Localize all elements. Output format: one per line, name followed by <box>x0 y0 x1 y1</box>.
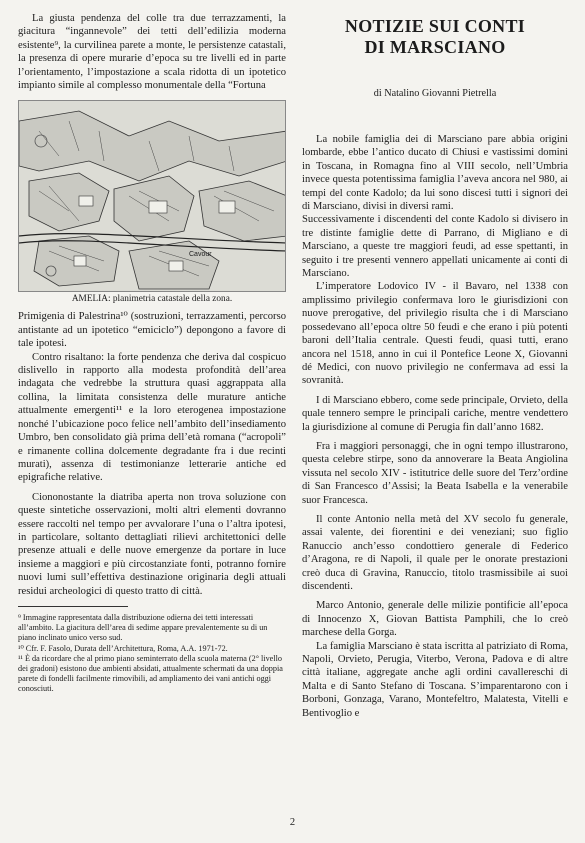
footnote-11: ¹¹ È da ricordare che al primo piano seminterrato della scuola materna (2° livello dei gradoni) esistono due ambienti absidati, attualmente schermati da una doppia parete di fondelli facilmente rimovibili, ad ampliamento dei vani antichi oggi conosciuti. <box>18 653 283 694</box>
cadastral-map <box>19 101 286 291</box>
paragraph: Marco Antonio, generale delle milizie pontificie all’epoca di Innocenzo X, Giovan Battista Pamphili, che lo creò marchese della Gorga. <box>302 600 568 639</box>
footnote-9: ⁹ Immagine rappresentata dalla distribuzione odierna dei tetti interessati all’ambito. La giacitura dell’area di sedime appare prevalentemente su di un piano inclinato unico verso sud. <box>18 612 268 643</box>
paragraph: Il conte Antonio nella metà del XV secolo fu generale, assai valente, dei fiorentini e dei veneziani; suo figlio Ranuccio anch’esso condottiero generale di Federico d’Aragona, re di Napoli, il quale per le onorate prestazioni creò duca di Gravina, Ranuccio, titolo trasmissibile ai suoi discendenti. <box>302 513 568 592</box>
paragraph: La nobile famiglia dei di Marsciano pare abbia origini lombarde, ebbe l’antico ducato di Chiusi e vastissimi domini in Toscana, in Romagna fino al VIII secolo, nell’Umbria invece questa potentissima famiglia l’aveva ancora nel 980, ai tempi del conte Kadolo; da lui sono discesi tutti i signori dei di Marsciano, divisi in diversi rami. <box>302 134 568 213</box>
paragraph: La famiglia Marsciano è stata iscritta al patriziato di Roma, Napoli, Orvieto, Perugia, Viterbo, Verona, Padova e di altre città italiane, aggregate anche agli ordini cavallereschi di Malta e di Santo Stefano di Toscana. S’imparentarono con i Borboni, Gonzaga, Varano, Montefeltro, Malatesta, Vitelli e Bentivoglio e <box>302 640 568 719</box>
footnote-10: ¹⁰ Cfr. F. Fasolo, Durata dell’Architettura, Roma, A.A. 1971-72. <box>18 643 228 653</box>
intro-paragraph: La giusta pendenza del colle tra due terrazzamenti, la giacitura “ingannevole” dei tetti dell’edilizia moderna esistente⁹, la curvilinea parete a monte, le persistenze catastali, la presenza di opere murarie d’epoca su tre livelli ed in parte l’orientamento, l’impostazione a scala ridotta di un ipotetico impianto simile al complesso monumentale della “Fortuna <box>18 13 286 92</box>
title-line-2: DI MARSCIANO <box>364 37 506 57</box>
article-title <box>302 16 568 58</box>
right-column <box>302 12 568 720</box>
paragraph: L’imperatore Lodovico IV - il Bavaro, nel 1338 con amplissimo privilegio confermava loro le giurisdizioni con nuove prerogative, del privilegio risulta che i di Marsciano possedevano all’epoca oltre 50 feudi e che erano i più potenti baroni dell’Italia centrale. Questi feudi, quasi tutti, erano ancora nel 1518, anno in cui il Pontefice Leone X, Giovanni dé Medici, con nuovo privilegio ne confermava ad essi la sovranità. <box>302 281 568 387</box>
title-line-1: NOTIZIE SUI CONTI <box>344 16 526 36</box>
cadastral-map-figure <box>18 100 286 292</box>
footnote-divider <box>18 606 128 607</box>
paragraph: Contro risaltano: la forte pendenza che deriva dal cospicuo dislivello in rapporto alla modesta profondità dell’area indagata che vedrebbe la struttura quasi aggrappata alla collina, la limitata consistenza delle murature antiche attualmente emergenti¹¹ e la loro eterogenea impostazione nonché l’ubicazione poco felice nell’ambito dell’insediamento Umbro, ben consolidato già prima dell’età romana (“acropoli” e rimanente collina dolcemente degradante fra i due recinti murati), assenza di testimonianze letterarie antiche ed epigrafiche relative. <box>18 351 286 484</box>
paragraph: I di Marsciano ebbero, come sede principale, Orvieto, della quale tennero sempre le principali cariche, mentre vendettero la giurisdizione al comune di Perugia fin dall’anno 1682. <box>302 394 568 433</box>
paragraph: Ciononostante la diatriba aperta non trova soluzione con queste sintetiche osservazioni, molti altri elementi dovranno essere raccolti nel tempo per avvalorare l’una o l’altra ipotesi, in particolare, soltanto dettagliati rilievi architettonici delle presenze attuali e delle nuove emergenze da portare in luce insieme a maggiori e più circostanziate fonti, potranno fornire nuovi lumi sull’effettiva destinazione originaria degli attuali residui archeologici di questo tratto di città. <box>18 491 286 597</box>
page-number: 2 <box>289 817 296 828</box>
paragraph: Fra i maggiori personaggi, che in ogni tempo illustrarono, questa celebre stirpe, sono da annoverare la Beata Angiolina vissuta nel secolo XIV - istitutrice delle suore del Terz’ordine di San Francesco d’Assisi; la Beata Isabella e la venerabile suor Francesca. <box>302 440 568 506</box>
left-column <box>18 12 286 695</box>
paragraph: Primigenia di Palestrina¹⁰ (sostruzioni, terrazzamenti, percorso antistante ad un ipotetico “emiciclo”) depongono a favore di tale ipotesi. <box>18 311 286 350</box>
map-street-label: Cavour <box>189 251 212 259</box>
author-line: di Natalino Giovanni Pietrella <box>373 88 497 99</box>
paragraph: Successivamente i discendenti del conte Kadolo si divisero in tre distinte famiglie dette di Parrano, di Migliano e di Marsciano, a queste tre maggiori feudi, ad esse spettanti, in seguito i tre presenti vennero appellati unicamente ai conti di Marsciano. <box>302 214 568 280</box>
figure-caption: AMELIA: planimetria catastale della zona. <box>71 294 233 305</box>
